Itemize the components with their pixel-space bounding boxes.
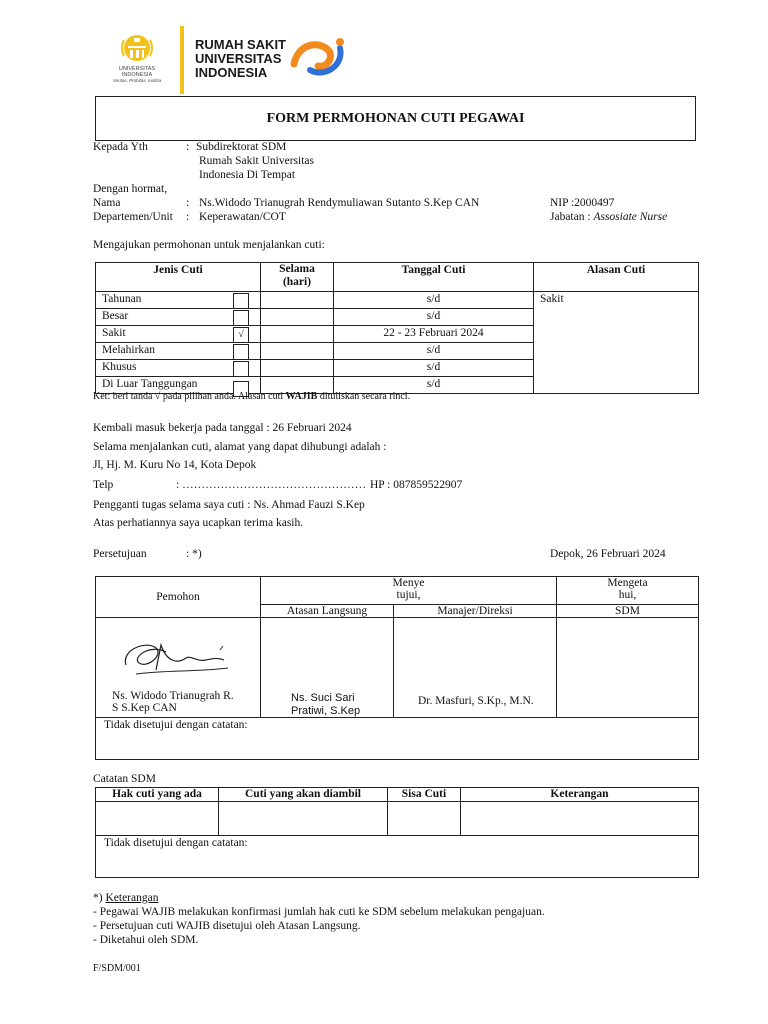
jabatan-label: Jabatan : (550, 211, 591, 223)
jenis-cell (96, 326, 261, 343)
kepada-line-3: Indonesia Di Tempat (199, 169, 296, 181)
footnote-title (93, 892, 158, 904)
pemohon-name-2: S S.Kep CAN (112, 702, 177, 714)
atasan-header: Atasan Langsung (261, 605, 394, 618)
nama-value: Ns.Widodo Trianugrah Rendymuliawan Sutanto S.Kep CAN (199, 197, 480, 209)
pemohon-name-1: Ns. Widodo Trianugrah R. (112, 690, 234, 702)
jabatan-value: Assosiate Nurse (593, 211, 668, 223)
header-selama-2: (hari) (282, 276, 312, 288)
hak-cuti-cell (96, 802, 219, 836)
selama-text: Selama menjalankan cuti, alamat yang dapat dihubungi adalah : (93, 441, 387, 453)
checkbox-tahunan[interactable] (233, 293, 249, 309)
sdm-header: SDM (557, 605, 699, 618)
header-alasan: Alasan Cuti (534, 263, 699, 292)
intro-text: Mengajukan permohonan untuk menjalankan cuti: (93, 239, 325, 251)
checkbox-melahirkan[interactable] (233, 344, 249, 360)
selama-cell (261, 309, 334, 326)
tanggal-cell: s/d (334, 343, 534, 360)
checkbox-khusus[interactable] (233, 361, 249, 377)
atasan-signature-cell (261, 618, 394, 718)
manajer-header: Manajer/Direksi (394, 605, 557, 618)
sdm-notes-text: Tidak disetujui dengan catatan: (96, 836, 699, 878)
note-part-2: dituliskan secara rinci. (317, 391, 411, 402)
alamat-text: Jl, Hj. M. Kuru No 14, Kota Depok (93, 459, 257, 471)
jabatan (550, 211, 667, 223)
sisa-cuti-cell (388, 802, 461, 836)
tanggal-cell: s/d (334, 360, 534, 377)
tanggal-cell: 22 - 23 Februari 2024 (334, 326, 534, 343)
table-row (96, 292, 699, 309)
menyetujui-header (261, 577, 557, 605)
menyetujui-1: Menye (392, 577, 425, 589)
jenis-label: Khusus (102, 361, 137, 373)
terima-kasih-text: Atas perhatiannya saya ucapkan terima kasih. (93, 517, 304, 529)
leave-table-note (93, 391, 410, 402)
header-jenis: Jenis Cuti (96, 263, 261, 292)
hp-value: HP : 087859522907 (370, 479, 463, 491)
pengganti-text: Pengganti tugas selama saya cuti : Ns. Ahmad Fauzi S.Kep (93, 499, 365, 511)
atasan-name-2: Pratiwi, S.Kep (291, 705, 361, 717)
rs-name (195, 38, 286, 80)
jenis-cell (96, 292, 261, 309)
manajer-name: Dr. Masfuri, S.Kp., M.N. (418, 695, 534, 707)
tanggal-cell: s/d (334, 292, 534, 309)
header-selama-1: Selama (279, 263, 315, 275)
keterangan-cell (461, 802, 699, 836)
tanggal-cell: s/d (334, 377, 534, 394)
nama-label: Nama (93, 197, 121, 209)
header-sisa-cuti: Sisa Cuti (388, 788, 461, 802)
ui-logo-text: UNIVERSITAS INDONESIA Veritas, Probitas, Iustitia (112, 66, 162, 83)
checkbox-besar[interactable] (233, 310, 249, 326)
selama-cell (261, 326, 334, 343)
jenis-label: Sakit (102, 327, 126, 339)
pemohon-header: Pemohon (96, 577, 261, 618)
jenis-cell (96, 309, 261, 326)
place-date: Depok, 26 Februari 2024 (550, 548, 666, 560)
ui-logo-motto: Veritas, Probitas, Iustitia (112, 78, 162, 83)
menyetujui-2: tujui, (396, 589, 421, 601)
greeting: Dengan hormat, (93, 183, 168, 195)
header-selama (261, 263, 334, 292)
approval-table (95, 576, 699, 760)
atasan-name (291, 692, 360, 718)
catatan-sdm-label: Catatan SDM (93, 773, 156, 785)
pemohon-name (112, 690, 234, 714)
footnote-line-2: - Persetujuan cuti WAJIB disetujui oleh Atasan Langsung. (93, 920, 361, 932)
rs-name-line-1: RUMAH SAKIT (195, 37, 286, 52)
leave-table (95, 262, 699, 394)
jenis-label: Di Luar Tanggungan (102, 378, 198, 390)
mengetahui-2: hui, (618, 589, 637, 601)
rs-swoosh-logo (288, 34, 350, 78)
header-hak-cuti: Hak cuti yang ada (96, 788, 219, 802)
header-divider (180, 26, 184, 94)
kepada-line-1: Subdirektorat SDM (196, 141, 287, 153)
tanggal-cell: s/d (334, 309, 534, 326)
table-row (96, 802, 699, 836)
signature (116, 630, 236, 680)
note-bold: WAJIB (285, 391, 318, 402)
persetujuan-value: : *) (186, 548, 202, 560)
kepada-colon: : (186, 141, 190, 153)
checkbox-sakit[interactable]: √ (233, 327, 249, 343)
jenis-cell (96, 360, 261, 377)
dept-colon: : (186, 211, 190, 223)
rs-name-line-2: UNIVERSITAS (195, 51, 282, 66)
footnote-line-1: - Pegawai WAJIB melakukan konfirmasi jumlah hak cuti ke SDM sebelum melakukan pengajuan. (93, 906, 545, 918)
selama-cell (261, 343, 334, 360)
dept-label: Departemen/Unit (93, 211, 173, 223)
note-part-1: Ket: beri tanda √ pada pilihan anda. Alasan cuti (93, 391, 286, 402)
header-cuti-diambil: Cuti yang akan diambil (219, 788, 388, 802)
rs-name-line-3: INDONESIA (195, 65, 268, 80)
form-title: FORM PERMOHONAN CUTI PEGAWAI (95, 96, 696, 141)
jenis-cell (96, 343, 261, 360)
header-keterangan: Keterangan (461, 788, 699, 802)
telp-label: Telp (93, 479, 114, 491)
nip-value: NIP :2000497 (550, 197, 615, 209)
mengetahui-header (557, 577, 699, 605)
mengetahui-1: Mengeta (607, 577, 648, 589)
selama-cell (261, 360, 334, 377)
alasan-cell: Sakit (534, 292, 699, 394)
header-tanggal: Tanggal Cuti (334, 263, 534, 292)
footnote-marker: *) (93, 892, 103, 904)
atasan-name-1: Ns. Suci Sari (291, 692, 355, 704)
footnote-line-3: - Diketahui oleh SDM. (93, 934, 199, 946)
pemohon-signature-cell (96, 618, 261, 718)
manajer-signature-cell (394, 618, 557, 718)
form-code: F/SDM/001 (93, 963, 141, 974)
footnote-title-text: Keterangan (105, 892, 159, 904)
kepada-line-2: Rumah Sakit Universitas (199, 155, 314, 167)
persetujuan-label: Persetujuan (93, 548, 147, 560)
kepada-label: Kepada Yth (93, 141, 148, 153)
approval-notes: Tidak disetujui dengan catatan: (96, 718, 699, 760)
jenis-label: Melahirkan (102, 344, 156, 356)
sdm-signature-cell (557, 618, 699, 718)
sdm-notes-table (95, 787, 699, 878)
kembali-text: Kembali masuk bekerja pada tanggal : 26 Februari 2024 (93, 422, 352, 434)
cuti-diambil-cell (219, 802, 388, 836)
nama-colon: : (186, 197, 190, 209)
selama-cell (261, 292, 334, 309)
dept-value: Keperawatan/COT (199, 211, 286, 223)
telp-value: : ………………………………………… (176, 479, 367, 491)
jenis-label: Tahunan (102, 293, 142, 305)
jenis-label: Besar (102, 310, 129, 322)
